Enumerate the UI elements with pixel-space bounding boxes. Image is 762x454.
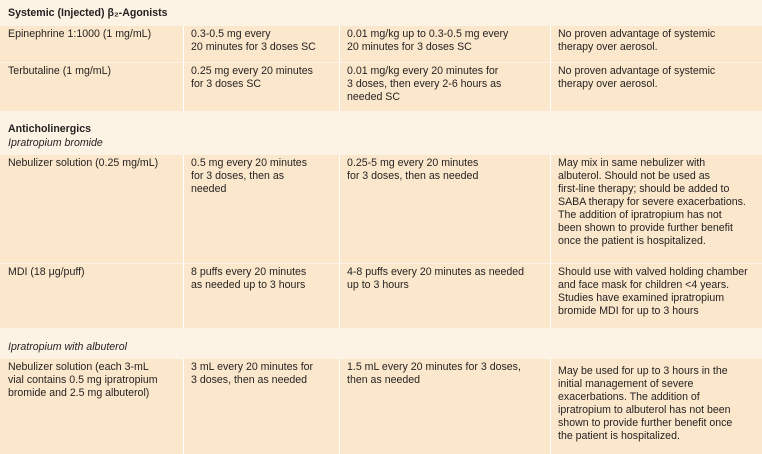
table-row-nebulizer-solution [0, 155, 762, 263]
child-dose-cell: 0.01 mg/kg up to 0.3-0.5 mg every 20 minutes for 3 doses SC [347, 28, 509, 53]
comments-cell: No proven advantage of systemic therapy over aerosol. [558, 28, 716, 53]
adult-dose-cell: 8 puffs every 20 minutes as needed up to 3 hours [191, 266, 307, 291]
adult-dose-cell: 0.3-0.5 mg every 20 minutes for 3 doses SC [191, 28, 316, 53]
section-title-systemic: Systemic (Injected) β₂-Agonists [8, 7, 168, 19]
column-divider [339, 26, 340, 111]
table-row-mdi [0, 264, 762, 328]
column-divider [550, 359, 551, 454]
section-subtitle-ipratropium: Ipratropium bromide [8, 137, 103, 149]
drug-name-cell: Nebulizer solution (each 3-mL vial contains 0.5 mg ipratropium bromide and 2.5 mg albuterol) [8, 361, 158, 399]
comments-cell: No proven advantage of systemic therapy over aerosol. [558, 65, 716, 90]
drug-name-cell: Terbutaline (1 mg/mL) [8, 65, 112, 77]
column-divider [550, 26, 551, 111]
adult-dose-cell: 0.5 mg every 20 minutes for 3 doses, then as needed [191, 157, 307, 195]
table-row-terbutaline [0, 63, 762, 111]
drug-name-cell: MDI (18 μg/puff) [8, 266, 85, 278]
section-header-anticholinergics [0, 112, 762, 154]
adult-dose-cell: 3 mL every 20 minutes for 3 doses, then as needed [191, 361, 314, 386]
section-header-systemic [0, 0, 762, 25]
child-dose-cell: 0.01 mg/kg every 20 minutes for 3 doses, then every 2-6 hours as needed SC [347, 65, 502, 103]
column-divider [339, 155, 340, 328]
column-divider [183, 26, 184, 111]
table-row-epinephrine [0, 26, 762, 62]
section-header-ipratropium-albuterol [0, 329, 762, 358]
column-divider [183, 155, 184, 328]
column-divider [183, 359, 184, 454]
adult-dose-cell: 0.25 mg every 20 minutes for 3 doses SC [191, 65, 313, 90]
child-dose-cell: 1.5 mL every 20 minutes for 3 doses, then as needed [347, 361, 521, 386]
table-row-combination-nebulizer [0, 359, 762, 454]
section-title-anticholinergics: Anticholinergics [8, 123, 91, 135]
section-subtitle-ipratropium-albuterol: Ipratropium with albuterol [8, 341, 127, 353]
drug-name-cell: Nebulizer solution (0.25 mg/mL) [8, 157, 159, 169]
child-dose-cell: 0.25-5 mg every 20 minutes for 3 doses, then as needed [347, 157, 479, 182]
child-dose-cell: 4-8 puffs every 20 minutes as needed up to 3 hours [347, 266, 525, 291]
comments-cell: Should use with valved holding chamber and face mask for children <4 years. Studies have examined ipratropium bromide MDI for up to 3 hours [558, 266, 748, 317]
drug-name-cell: Epinephrine 1:1000 (1 mg/mL) [8, 28, 152, 40]
comments-cell: May be used for up to 3 hours in the initial management of severe exacerbations. The addition of ipratropium to albuterol has not been shown to provide further benefit once the patient is hospitalized. [558, 365, 733, 442]
comments-cell: May mix in same nebulizer with albuterol. Should not be used as first-line therapy; should be added to SABA therapy for severe exacerbations. The addition of ipratropium has not been shown to provide further benefit once the patient is hospitalized. [558, 157, 746, 247]
column-divider [550, 155, 551, 328]
column-divider [339, 359, 340, 454]
